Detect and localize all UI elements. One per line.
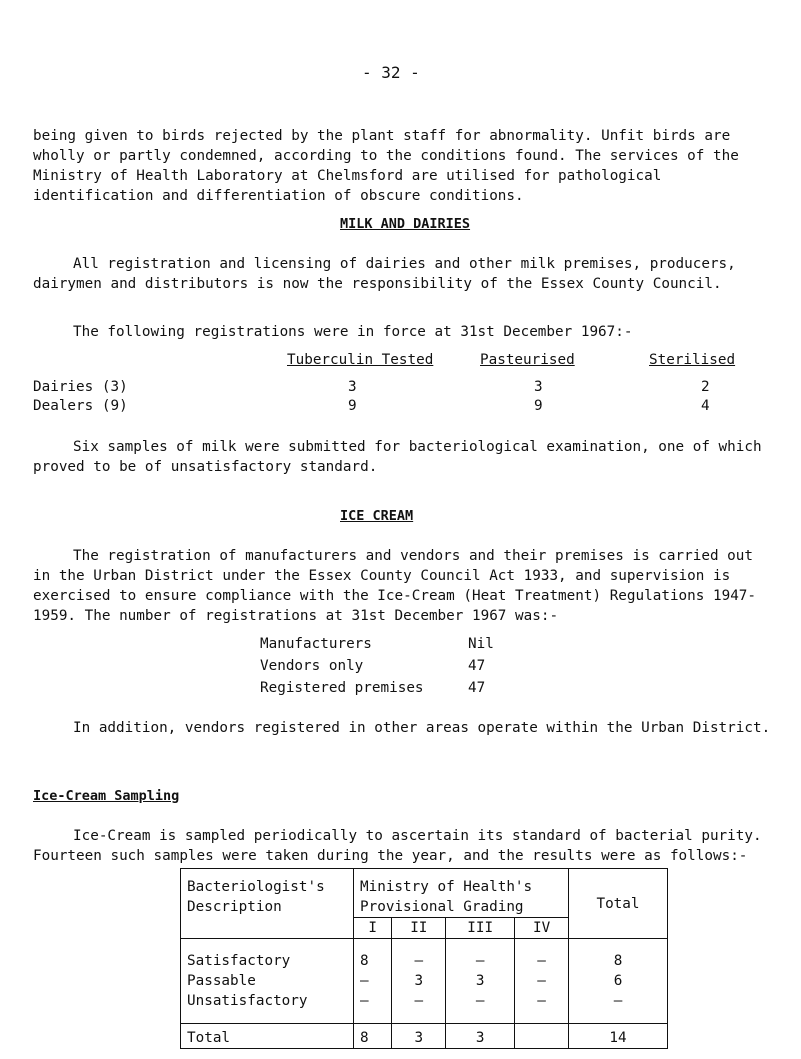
sampling-heading: Ice-Cream Sampling xyxy=(33,788,180,804)
row-label-total: Total xyxy=(181,1024,354,1049)
total-grade-iv xyxy=(515,1024,569,1049)
milk-paragraph: All registration and licensing of dairies and other milk premises, producers, dairymen and distributors is now the responsibility of the Essex County Council. xyxy=(33,256,736,292)
sampling-results-table xyxy=(180,868,668,1049)
row-label-dairies: Dairies (3) xyxy=(33,379,128,395)
dairies-sterilised: 2 xyxy=(701,379,710,395)
total-grade-iii: 3 xyxy=(446,1024,515,1049)
registration-label-premises: Registered premises xyxy=(260,680,424,696)
page-number: - 32 - xyxy=(362,63,420,82)
unsatisfactory-grade-i: – xyxy=(354,991,392,1024)
unsatisfactory-grade-iii: – xyxy=(446,991,515,1024)
table-row xyxy=(181,971,668,991)
grade-header-i: I xyxy=(354,918,392,939)
table-row xyxy=(181,1024,668,1049)
passable-grade-ii: 3 xyxy=(392,971,446,991)
grading-group-header: Ministry of Health's Provisional Grading xyxy=(354,869,569,918)
satisfactory-grade-iii: – xyxy=(446,939,515,972)
registration-value-premises: 47 xyxy=(468,680,486,696)
unsatisfactory-total: – xyxy=(569,991,668,1024)
dairies-tuberculin: 3 xyxy=(348,379,357,395)
grand-total: 14 xyxy=(569,1024,668,1049)
grade-header-iii: III xyxy=(446,918,515,939)
description-header: Bacteriologist's Description xyxy=(181,869,354,939)
row-label-dealers: Dealers (9) xyxy=(33,398,128,414)
passable-grade-iv: – xyxy=(515,971,569,991)
ice-cream-paragraph: The registration of manufacturers and vendors and their premises is carried out in the Urban District under the Essex County Council Act 1933, and supervision is exercised to ensure compliance with the Ice-Cream (Heat Treatment) Regulations 1947-1959. The number of registrations at 31st December 1967 was:- xyxy=(33,548,757,624)
ice-cream-heading: ICE CREAM xyxy=(340,508,414,524)
passable-grade-iii: 3 xyxy=(446,971,515,991)
registration-value-manufacturers: Nil xyxy=(468,636,494,652)
unsatisfactory-grade-ii: – xyxy=(392,991,446,1024)
dealers-tuberculin: 9 xyxy=(348,398,357,414)
satisfactory-grade-iv: – xyxy=(515,939,569,972)
satisfactory-grade-ii: – xyxy=(392,939,446,972)
sampling-paragraph: Ice-Cream is sampled periodically to ascertain its standard of bacterial purity. Fourteen such samples were taken during the year, and the results were as follows:- xyxy=(33,828,762,864)
col-pasteurised: Pasteurised xyxy=(480,352,575,368)
total-header: Total xyxy=(569,869,668,939)
dairies-pasteurised: 3 xyxy=(534,379,543,395)
col-tuberculin-tested: Tuberculin Tested xyxy=(287,352,434,368)
unsatisfactory-grade-iv: – xyxy=(515,991,569,1024)
row-label-satisfactory: Satisfactory xyxy=(181,939,354,972)
satisfactory-total: 8 xyxy=(569,939,668,972)
milk-heading: MILK AND DAIRIES xyxy=(340,216,471,232)
row-label-unsatisfactory: Unsatisfactory xyxy=(181,991,354,1024)
dealers-sterilised: 4 xyxy=(701,398,710,414)
registrations-intro: The following registrations were in force at 31st December 1967:- xyxy=(73,324,633,340)
registration-label-manufacturers: Manufacturers xyxy=(260,636,372,652)
addition-paragraph: In addition, vendors registered in other areas operate within the Urban District. xyxy=(73,720,771,736)
passable-total: 6 xyxy=(569,971,668,991)
grade-header-iv: IV xyxy=(515,918,569,939)
dealers-pasteurised: 9 xyxy=(534,398,543,414)
grade-header-ii: II xyxy=(392,918,446,939)
total-grade-ii: 3 xyxy=(392,1024,446,1049)
intro-paragraph: being given to birds rejected by the plant staff for abnormality. Unfit birds are wholly or partly condemned, according to the conditions found. The services of the Ministry of Health Laboratory at Chelmsford are utilised for pathological identification and differentiation of obscure conditions. xyxy=(33,128,739,204)
row-label-passable: Passable xyxy=(181,971,354,991)
satisfactory-grade-i: 8 xyxy=(354,939,392,972)
passable-grade-i: – xyxy=(354,971,392,991)
table-row xyxy=(181,991,668,1024)
col-sterilised: Sterilised xyxy=(649,352,736,368)
registration-value-vendors: 47 xyxy=(468,658,486,674)
table-row xyxy=(181,939,668,972)
total-grade-i: 8 xyxy=(354,1024,392,1049)
samples-paragraph: Six samples of milk were submitted for bacteriological examination, one of which proved to be of unsatisfactory standard. xyxy=(33,439,762,475)
registration-label-vendors: Vendors only xyxy=(260,658,364,674)
